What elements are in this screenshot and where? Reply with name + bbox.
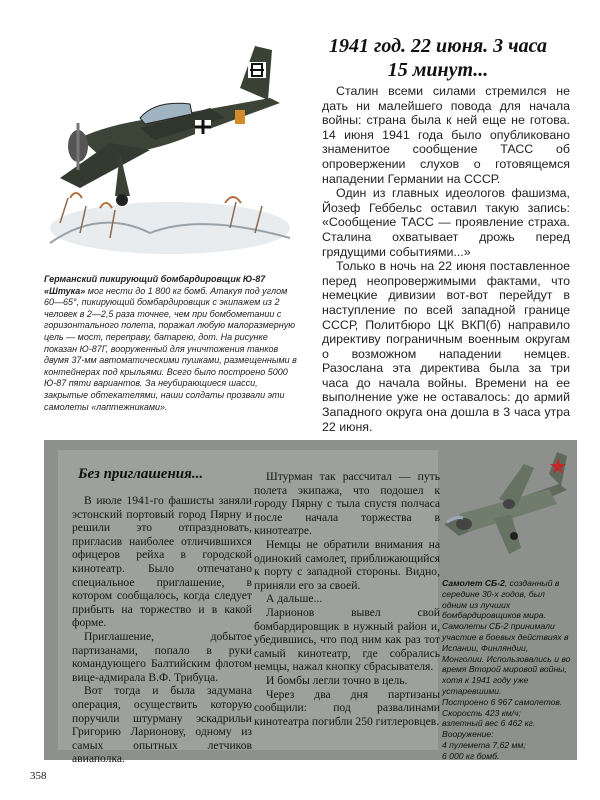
page-number: 358 bbox=[30, 770, 47, 782]
main-paragraph: Сталин всеми силами стремился не дать ни малейшего повода для начала войны: страна была к ней еще не готова. 14 июня 1941 года было опубликовано знаменитое сообщение ТАСС об опровержении слухов о готовящемся нападении Германии на СССР. bbox=[322, 84, 570, 186]
main-paragraph: Только в ночь на 22 июня поставленное перед неопровержимыми фактами, что немецкие дивизии вот-вот перейдут в наступление по всей западной границе СССР, Политбюро ЦК ВКП(б) направило директиву пограничным военным округам о возможном нападении немцев. Разослана эта директива была за три часа до начала войны. Времени на ее выполнение уже не оставалось: до армий Западного округа она дошла в 3 часа утра 22 июня. bbox=[322, 259, 570, 434]
box-paragraph: Немцы не обратили внимания на одинокий самолет, приближающийся к порту с западной стороны. Видно, приняли его за своей. bbox=[254, 537, 440, 592]
ju87-caption-lead: Германский пикирующий бомбардировщик Ю-87 «Штука» bbox=[44, 274, 266, 296]
sb2-guns: 4 пулемета 7,62 мм; bbox=[442, 739, 526, 750]
ju87-illustration bbox=[40, 28, 295, 268]
box-paragraph: И бомбы легли точно в цель. bbox=[266, 673, 408, 687]
box-paragraph: А дальше... bbox=[266, 592, 323, 606]
sb2-weight: взлетный вес 6 462 кг. bbox=[442, 718, 536, 729]
page-heading bbox=[318, 34, 558, 82]
main-paragraph: Один из главных идеологов фашизма, Йозеф Геббельс оставил такую запись: «Сообщение ТАСС — проявление страха. Сталина охватывает дрожь перед грядущими событиями...» bbox=[322, 186, 570, 259]
sb2-armament-label: Вооружение: bbox=[442, 729, 494, 740]
box-paragraph: Через два дня партизаны сообщили: под развалинами кинотеатра погибли 250 гитлеровцев. bbox=[254, 687, 440, 728]
box-title: Без приглашения... bbox=[78, 466, 204, 482]
box-paragraph: Приглашение, добытое партизанами, попало в руки командующего Балтийским флотом вице-адмирала В.Ф. Трибуца. bbox=[72, 629, 252, 684]
main-article bbox=[322, 84, 570, 434]
sb2-caption-text: , созданный в середине 30-х годов, был одним из лучших бомбардировщиков мира. Самолеты СБ-2 принимали участие в боевых действиях в Испании, Финляндии, Монголии. Использовались и во время Второй мировой войны, хотя к 1941 году уже устаревшими. bbox=[442, 578, 571, 696]
box-paragraph: Вот тогда и была задумана операция, осуществить которую поручили штурману эскадрильи Григорию Ларионову, одному из самых опытных летчиков авиаполка. bbox=[72, 684, 252, 766]
heading-line-2: 15 минут... bbox=[387, 59, 489, 81]
ju87-caption bbox=[44, 274, 299, 413]
ju87-caption-text: мог нести до 1 800 кг бомб. Атакуя под углом 60—65°, пикирующий бомбардировщик с экипажем из 2 человек в 2—2,5 раза точнее, чем при бомбометании с горизонтального полета, поражал любую малоразмерную цель — мост, переправу, батарею, дот. На рисунке показан Ю-87Г, вооруженный для уничтожения танков двумя 37-мм автоматическими пушками, размещенными в контейнерах под крыльями. Всего было построено 5000 Ю-87 пяти вариантов. За неубирающиеся шасси, закрытые обтекателями, наши солдаты прозвали эти самолеты «лаптежниками». bbox=[44, 285, 297, 412]
box-column-2 bbox=[254, 470, 440, 728]
box-paragraph: Ларионов вывел свой бомбардировщик в нужный район и, убедившись, что под ним как раз тот самый кинотеатр, где собрались немцы, нажал кнопку сбрасывателя. bbox=[254, 605, 440, 674]
sb2-illustration bbox=[439, 444, 577, 574]
sb2-built: Построено 6 967 самолетов. bbox=[442, 696, 563, 707]
sb2-speed: Скорость 423 км/ч; bbox=[442, 707, 521, 718]
heading-line-1: 1941 год. 22 июня. 3 часа bbox=[328, 35, 548, 57]
sb2-caption bbox=[442, 578, 572, 762]
box-column-1 bbox=[72, 494, 252, 766]
box-paragraph: Штурман так рассчитал — путь полета экипажа, что подошел к городу Пярну с тыла спустя полчаса после начала торжества в кинотеатре. bbox=[254, 470, 440, 538]
sb2-bombs: 6 000 кг бомб. bbox=[442, 750, 500, 761]
sidebar-box bbox=[44, 440, 577, 766]
box-paragraph: В июле 1941-го фашисты заняли эстонский портовый город Пярну и решили это отпраздновать, пригласив наиболее отличившихся офицеров рейха в городской кинотеатр. Было отпечатано специальное приглашение, в котором сообщалось, когда следует прибыть на торжество и в какой форме. bbox=[72, 494, 252, 630]
story-box bbox=[58, 450, 440, 766]
sb2-caption-lead: Самолет СБ-2 bbox=[442, 578, 505, 588]
